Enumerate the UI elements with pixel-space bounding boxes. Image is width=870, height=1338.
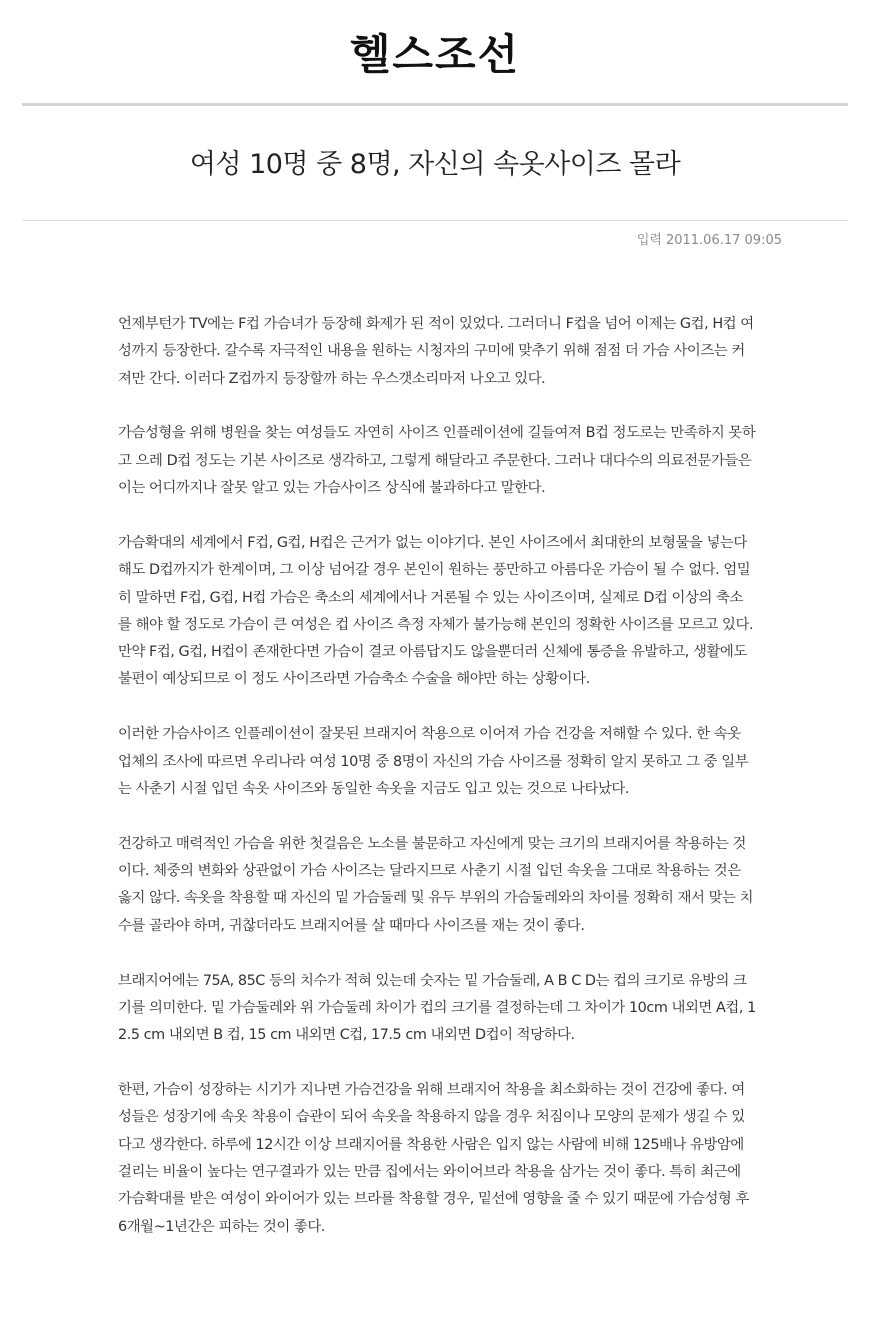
article-paragraph: 건강하고 매력적인 가슴을 위한 첫걸음은 노소를 불문하고 자신에게 맞는 크기의 브래지어를 착용하는 것이다. 체중의 변화와 상관없이 가슴 사이즈는 달라지므로 사춘기 시절 입던 속옷을 그대로 착용하는 것은 옳지 않다. 속옷을 착용할 때 자신의 밑 가슴둘레 및 유두 부위의 가슴둘레와의 차이를 정확히 재서 맞는 치수를 골라야 하며, 귀찮더라도 브래지어를 살 때마다 사이즈를 재는 것이 좋다. bbox=[118, 835, 754, 934]
header-divider bbox=[22, 103, 848, 106]
article-paragraph: 한편, 가슴이 성장하는 시기가 지나면 가슴건강을 위해 브래지어 착용을 최소화하는 것이 건강에 좋다. 여성들은 성장기에 속옷 착용이 습관이 되어 속옷을 착용하지 않을 경우 처짐이나 모양의 문제가 생길 수 있다고 생각한다. 하루에 12시간 이상 브래지어를 착용한 사람은 입지 않는 사람에 비해 125배나 유방암에 걸리는 비율이 높다는 연구결과가 있는 만큼 집에서는 와이어브라 착용을 삼가는 것이 좋다. 특히 최근에 가슴확대를 받은 여성이 와이어가 있는 브라를 착용할 경우, 밑선에 영향을 줄 수 있기 때문에 가슴성형 후 6개월~1년간은 피하는 것이 좋다. bbox=[118, 1082, 749, 1235]
article-paragraph: 가슴확대의 세계에서 F컵, G컵, H컵은 근거가 없는 이야기다. 본인 사이즈에서 최대한의 보형물을 넣는다 해도 D컵까지가 한계이며, 그 이상 넘어갈 경우 본인이 원하는 풍만하고 아름다운 가슴이 될 수 없다. 엄밀히 말하면 F컵, G컵, H컵 가슴은 축소의 세계에서나 거론될 수 있는 사이즈이며, 실제로 D컵 이상의 축소를 해야 할 정도로 가슴이 큰 여성은 컵 사이즈 측정 자체가 불가능해 본인의 정확한 사이즈를 모르고 있다. 만약 F컵, G컵, H컵이 존재한다면 가슴이 결코 아름답지도 않을뿐더러 신체에 통증을 유발하고, 생활에도 불편이 예상되므로 이 정도 사이즈라면 가슴축소 수술을 해야만 하는 상황이다. bbox=[118, 534, 754, 688]
article-paragraph: 언제부턴가 TV에는 F컵 가슴녀가 등장해 화제가 된 적이 있었다. 그러더니 F컵을 넘어 이제는 G컵, H컵 여성까지 등장한다. 갈수록 자극적인 내용을 원하는 시청자의 구미에 맞추기 위해 점점 더 가슴 사이즈는 커져만 간다. 이러다 Z컵까지 등장할까 하는 우스갯소리마저 나오고 있다. bbox=[118, 316, 754, 387]
dateline-value: 2011.06.17 09:05 bbox=[665, 233, 782, 248]
article-paragraph: 브래지어에는 75A, 85C 등의 치수가 적혀 있는데 숫자는 밑 가슴둘레, A B C D는 컵의 크기로 유방의 크기를 의미한다. 밑 가슴둘레와 위 가슴둘레 차이가 컵의 크기를 결정하는데 그 차이가 10cm 내외면 A컵, 12.5 cm 내외면 B 컵, 15 cm 내외면 C컵, 17.5 cm 내외면 D컵이 적당하다. bbox=[118, 972, 756, 1044]
article-paragraph: 이러한 가슴사이즈 인플레이션이 잘못된 브래지어 착용으로 이어져 가슴 건강을 저해할 수 있다. 한 속옷 업체의 조사에 따르면 우리나라 여성 10명 중 8명이 자신의 가슴 사이즈를 정확히 알지 못하고 그 중 일부는 사춘기 시절 입던 속옷 사이즈와 동일한 속옷을 지금도 입고 있는 것으로 나타났다. bbox=[118, 726, 749, 797]
article-body bbox=[118, 311, 756, 1268]
title-divider bbox=[22, 220, 848, 221]
article-dateline bbox=[637, 231, 786, 251]
site-logo[interactable]: 헬스조선 bbox=[349, 30, 521, 79]
site-header bbox=[0, 30, 870, 80]
article-paragraph: 가슴성형을 위해 병원을 찾는 여성들도 자연히 사이즈 인플레이션에 길들여져 B컵 정도로는 만족하지 못하고 으레 D컵 정도는 기본 사이즈로 생각하고, 그렇게 해달라고 주문한다. 그러나 대다수의 의료전문가들은 이는 어디까지나 잘못 알고 있는 가슴사이즈 상식에 불과하다고 말한다. bbox=[118, 425, 756, 497]
dateline-label: 입력 bbox=[636, 233, 662, 248]
article-title: 여성 10명 중 8명, 자신의 속옷사이즈 몰라 bbox=[189, 149, 681, 180]
